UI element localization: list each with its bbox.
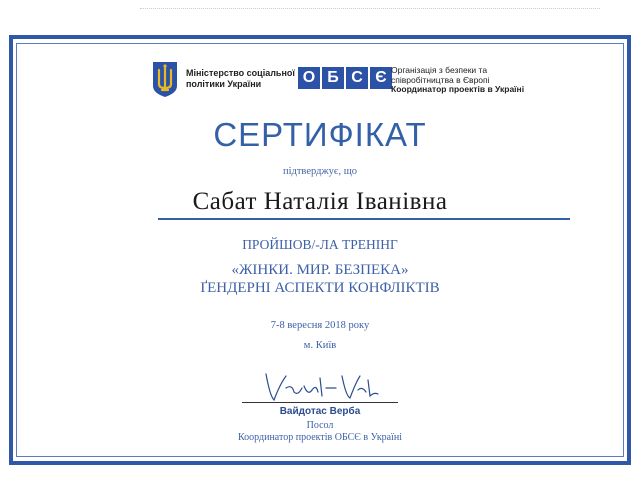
osce-letter: С — [346, 67, 368, 89]
training-title: «ЖІНКИ. МИР. БЕЗПЕКА» — [231, 262, 409, 278]
signature-icon — [256, 366, 386, 406]
training-city: м. Київ — [303, 340, 337, 351]
name-underline — [158, 218, 570, 220]
osce-logo — [298, 67, 394, 89]
osce-letter: Б — [322, 67, 344, 89]
training-subtitle: ҐЕНДЕРНІ АСПЕКТИ КОНФЛІКТІВ — [200, 280, 440, 296]
osce-letter: Є — [370, 67, 392, 89]
signature-line — [242, 402, 398, 403]
osce-description — [391, 66, 541, 95]
ministry-line2: політики України — [186, 79, 262, 89]
osce-letter: О — [298, 67, 320, 89]
ministry-name — [186, 68, 296, 90]
signatory-organization: Координатор проектів ОБСЄ в Україні — [237, 432, 403, 443]
trident-icon — [150, 60, 180, 98]
osce-line2: співробітництва в Європі — [391, 74, 490, 85]
confirms-text: підтверджує, що — [282, 166, 358, 177]
recipient-name: Сабат Наталія Іванівна — [192, 188, 448, 215]
ministry-line1: Міністерство соціальної — [186, 68, 295, 78]
signatory-position: Посол — [306, 420, 334, 431]
osce-line1: Організація з безпеки та — [391, 65, 488, 75]
certificate-title: СЕРТИФІКАТ — [213, 116, 427, 153]
completed-text: ПРОЙШОВ/-ЛА ТРЕНІНГ — [242, 237, 398, 252]
scan-artifact — [140, 8, 600, 13]
ministry-logo — [150, 60, 295, 98]
training-date: 7-8 вересня 2018 року — [270, 320, 370, 331]
osce-line3: Координатор проектів в Україні — [391, 84, 525, 94]
signatory-name: Вайдотас Верба — [279, 406, 361, 417]
